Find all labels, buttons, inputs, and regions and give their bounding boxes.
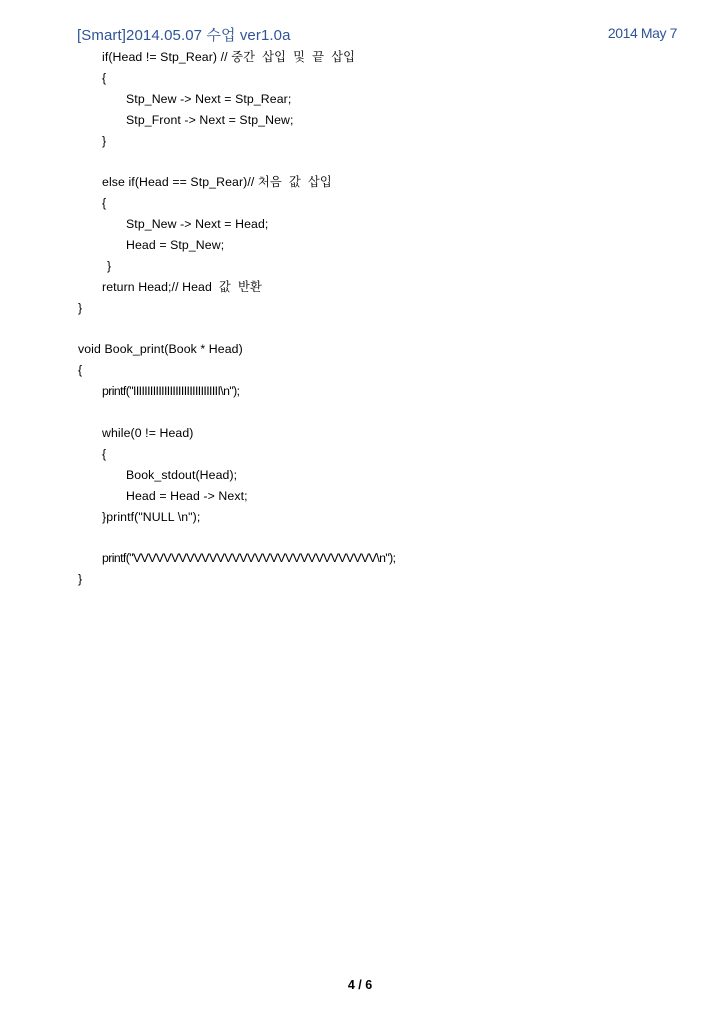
code-line: Stp_New -> Next = Stp_Rear; — [126, 91, 292, 106]
code-line: } — [107, 258, 112, 273]
code-line: { — [78, 363, 83, 378]
code-line: { — [102, 70, 107, 85]
document-header-date: 2014 May 7 — [607, 25, 677, 41]
code-line: Stp_Front -> Next = Stp_New; — [126, 112, 294, 127]
code-line: void Book_print(Book * Head) — [78, 342, 243, 357]
code-line: if(Head != Stp_Rear) // 중간 삽입 및 끝 삽입 — [102, 50, 356, 64]
code-line: return Head;// Head 값 반환 — [102, 279, 262, 294]
code-line: printf("IIIIIIIIIIIIIIIIIIIIIIIIIIIIIII\n"); — [102, 384, 240, 399]
code-line: Book_stdout(Head); — [126, 467, 238, 482]
code-line — [78, 527, 678, 548]
code-line: while(0 != Head) — [102, 426, 194, 441]
code-line: } — [102, 133, 107, 148]
code-line — [78, 319, 678, 340]
document-header-title: [Smart]2014.05.07 수업 ver1.0a — [77, 27, 291, 44]
page-number: 4 / 6 — [347, 978, 373, 992]
code-block — [78, 47, 678, 590]
code-line: { — [102, 446, 107, 461]
code-line — [78, 151, 678, 172]
code-line: } — [78, 300, 83, 315]
code-line: Stp_New -> Next = Head; — [126, 217, 269, 232]
code-line: Head = Head -> Next; — [126, 488, 248, 503]
code-line — [78, 402, 678, 423]
code-line: Head = Stp_New; — [126, 238, 225, 253]
code-line: { — [102, 196, 107, 211]
code-line: }printf("NULL \n"); — [102, 509, 201, 524]
code-line: printf("VVVVVVVVVVVVVVVVVVVVVVVVVVVVVVVV\n"); — [102, 551, 396, 566]
code-line: else if(Head == Stp_Rear)// 처음 값 삽입 — [102, 175, 332, 190]
code-line: } — [78, 572, 83, 587]
